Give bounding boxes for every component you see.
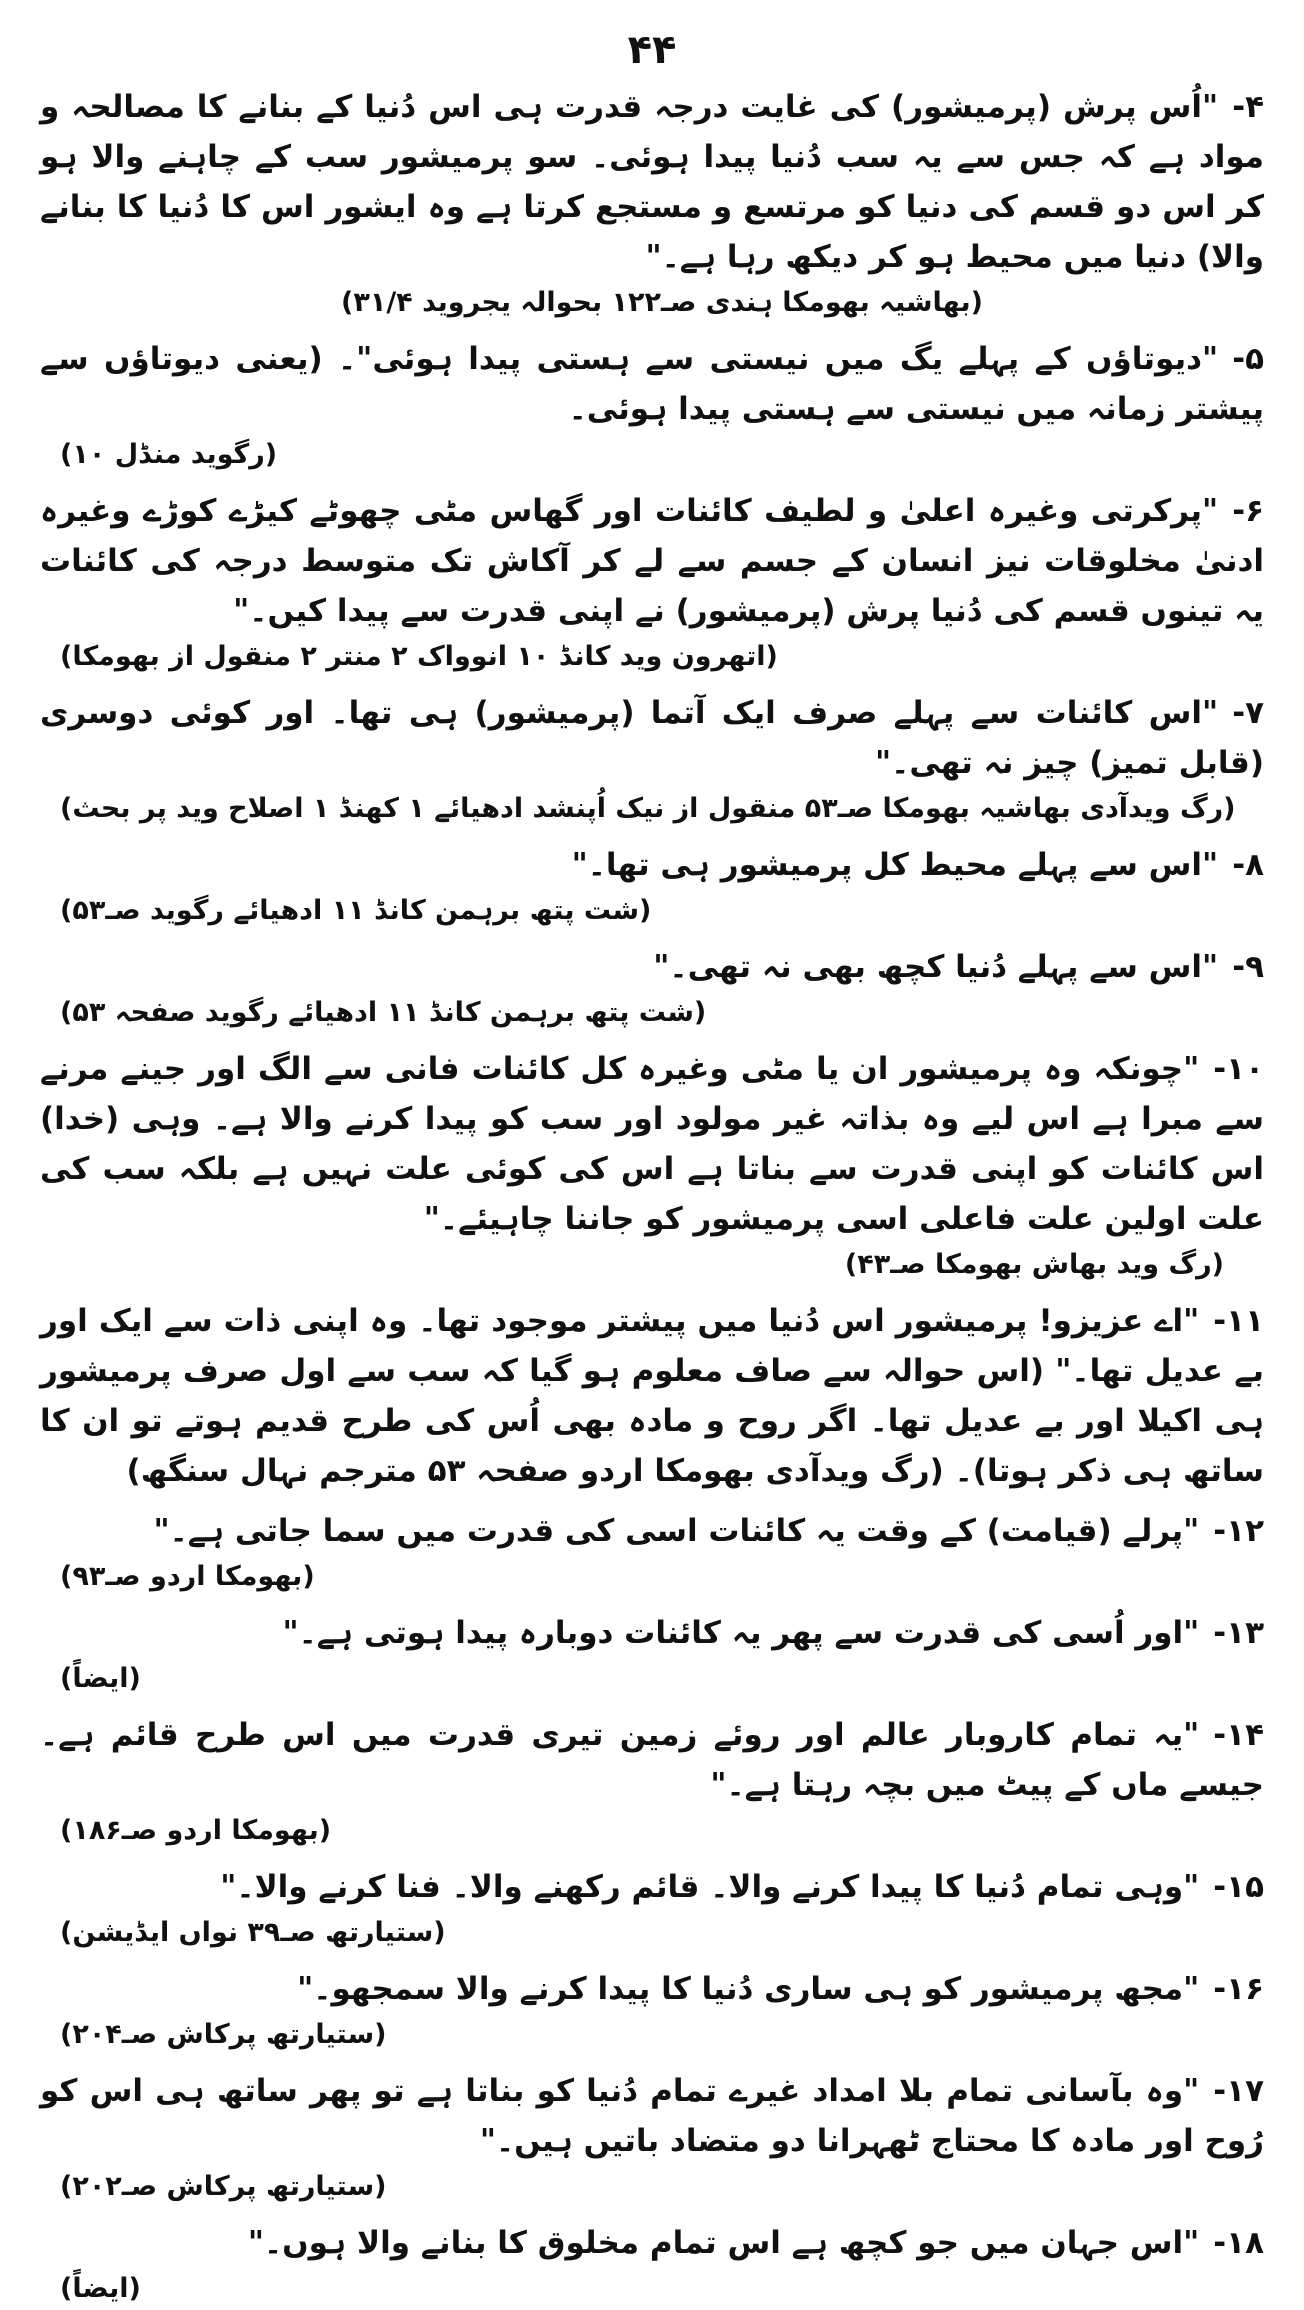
quote-paragraph xyxy=(40,1296,1264,1496)
item-number: ۷- xyxy=(1232,695,1264,731)
quote-paragraph xyxy=(40,1964,1264,2014)
quote-text: "مجھ پرمیشور کو ہی ساری دُنیا کا پیدا کرنے والا سمجھو۔" xyxy=(297,1971,1200,2007)
list-item xyxy=(40,942,1264,1034)
quote-text: "اے عزیزو! پرمیشور اس دُنیا میں پیشتر موجود تھا۔ وہ اپنی ذات سے ایک اور بے عدیل تھا۔" (اس حوالہ سے صاف معلوم ہو گیا کہ سب سے اول صرف پرمیشور ہی اکیلا اور بے عدیل تھا۔ اگر روح و مادہ بھی اُس کی طرح قدیم ہوتے تو ان کا ساتھ ہی ذکر ہوتا)۔ (رگ ویدآدی بھومکا اردو صفحہ ۵۳ مترجم نہال سنگھ) xyxy=(40,1303,1264,1489)
quote-paragraph xyxy=(40,1608,1264,1658)
quote-text: "چونکہ وہ پرمیشور ان یا مٹی وغیرہ کل کائنات فانی سے الگ اور جینے مرنے سے مبرا ہے اس لیے وہ بذاتہ غیر مولود اور سب کو پیدا کرنے والا ہے۔ وہی (خدا) اس کائنات کو اپنی قدرت سے بناتا ہے اس کی کوئی علت نہیں ہے بلکہ سب کی علت اولین علت فاعلی اسی پرمیشور کو جاننا چاہیئے۔" xyxy=(40,1051,1264,1237)
quote-text: "دیوتاؤں کے پہلے یگ میں نیستی سے ہستی پیدا ہوئی"۔ (یعنی دیوتاؤں سے پیشتر زمانہ میں نیستی سے ہستی پیدا ہوئی۔ xyxy=(40,341,1264,427)
list-item xyxy=(40,1296,1264,1496)
item-number: ۶- xyxy=(1232,493,1264,529)
citation: (ستیارتھ صـ۳۹ نواں ایڈیشن) xyxy=(60,1917,446,1948)
citation: (شت پتھ برہمن کانڈ ۱۱ ادھیائے رگوید صـ۵۳) xyxy=(60,895,652,926)
list-item xyxy=(40,2066,1264,2208)
quote-text: "وہی تمام دُنیا کا پیدا کرنے والا۔ قائم رکھنے والا۔ فنا کرنے والا۔" xyxy=(220,1869,1200,1905)
quote-paragraph xyxy=(40,82,1264,282)
quote-text: "اُس پرش (پرمیشور) کی غایت درجہ قدرت ہی اس دُنیا کے بنانے کا مصالحہ و مواد ہے کہ جس سے یہ سب دُنیا پیدا ہوئی۔ سو پرمیشور سب کے چاہنے والا ہو کر اس دو قسم کی دنیا کو مرتسع و مستجع کرتا ہے وہ ایشور اس کا دُنیا کا بنانے والا) دنیا میں محیط ہو کر دیکھ رہا ہے۔" xyxy=(40,89,1264,275)
citation: (ایضاً) xyxy=(60,1663,141,1694)
quote-paragraph xyxy=(40,840,1264,890)
page-number: ۴۴ xyxy=(627,27,677,73)
quote-text: "پرلے (قیامت) کے وقت یہ کائنات اسی کی قدرت میں سما جاتی ہے۔" xyxy=(153,1513,1200,1549)
item-number: ۸- xyxy=(1232,847,1264,883)
list-item xyxy=(40,1964,1264,2056)
quote-text: "اس سے پہلے محیط کل پرمیشور ہی تھا۔" xyxy=(571,847,1219,883)
item-number: ۱۳- xyxy=(1213,1615,1264,1651)
list-item xyxy=(40,688,1264,830)
quote-text: "اس سے پہلے دُنیا کچھ بھی نہ تھی۔" xyxy=(653,949,1219,985)
citation: (شت پتھ برہمن کانڈ ۱۱ ادھیائے رگوید صفحہ ۵۳) xyxy=(60,997,707,1028)
quote-paragraph xyxy=(40,1710,1264,1810)
quote-paragraph xyxy=(40,1044,1264,1244)
quote-text: "پرکرتی وغیرہ اعلیٰ و لطیف کائنات اور گھاس مٹی چھوٹے کیڑے کوڑے وغیرہ ادنیٰ مخلوقات نیز انسان کے جسم سے لے کر آکاش تک متوسط درجہ کی کائنات یہ تینوں قسم کی دُنیا پرش (پرمیشور) نے اپنی قدرت سے پیدا کیں۔" xyxy=(40,493,1264,629)
citation: (بھاشیہ بھومکا ہندی صـ۱۲۲ بحوالہ یجروید ۳۱/۴) xyxy=(341,287,983,318)
citation: (ایضاً) xyxy=(60,2273,141,2304)
citation: (رگ ویدآدی بھاشیہ بھومکا صـ۵۳ منقول از نیک اُپنشد ادھیائے ۱ کھنڈ ۱ اصلاح وید پر بحث) xyxy=(60,793,1236,824)
list-item xyxy=(40,1710,1264,1852)
item-number: ۵- xyxy=(1232,341,1264,377)
item-number: ۱۸- xyxy=(1213,2225,1264,2261)
citation: (بھومکا اردو صـ۹۳) xyxy=(60,1561,315,1592)
quote-paragraph xyxy=(40,1506,1264,1556)
quotation-list xyxy=(40,82,1264,2310)
list-item xyxy=(40,840,1264,932)
quote-paragraph xyxy=(40,942,1264,992)
item-number: ۱۶- xyxy=(1213,1971,1264,2007)
item-number: ۱۱- xyxy=(1213,1303,1264,1339)
list-item xyxy=(40,82,1264,324)
quote-text: "اور اُسی کی قدرت سے پھر یہ کائنات دوبارہ پیدا ہوتی ہے۔" xyxy=(282,1615,1200,1651)
quote-paragraph xyxy=(40,334,1264,434)
item-number: ۱۷- xyxy=(1213,2073,1264,2109)
citation: (ستیارتھ پرکاش صـ۲۰۲) xyxy=(60,2171,387,2202)
item-number: ۹- xyxy=(1232,949,1264,985)
quote-paragraph xyxy=(40,2218,1264,2268)
quote-paragraph xyxy=(40,2066,1264,2166)
citation: (بھومکا اردو صـ۱۸۶) xyxy=(60,1815,332,1846)
item-number: ۱۲- xyxy=(1213,1513,1264,1549)
item-number: ۴- xyxy=(1232,89,1264,125)
list-item xyxy=(40,2218,1264,2310)
quote-text: "اس کائنات سے پہلے صرف ایک آتما (پرمیشور) ہی تھا۔ اور کوئی دوسری (قابل تمیز) چیز نہ تھی۔" xyxy=(40,695,1264,781)
list-item xyxy=(40,1862,1264,1954)
citation: (اتھرون وید کانڈ ۱۰ انوواک ۲ منتر ۲ منقول از بھومکا) xyxy=(60,641,778,672)
citation: (رگ وید بھاش بھومکا صـ۴۳) xyxy=(844,1249,1224,1280)
list-item xyxy=(40,486,1264,678)
quote-text: "وہ بآسانی تمام بلا امداد غیرے تمام دُنیا کو بناتا ہے تو پھر ساتھ ہی اس کو رُوح اور مادہ کا محتاج ٹھہرانا دو متضاد باتیں ہیں۔" xyxy=(40,2073,1264,2159)
list-item xyxy=(40,334,1264,476)
quote-paragraph xyxy=(40,1862,1264,1912)
quote-text: "اس جہان میں جو کچھ ہے اس تمام مخلوق کا بنانے والا ہوں۔" xyxy=(247,2225,1200,2261)
list-item xyxy=(40,1608,1264,1700)
citation: (ستیارتھ پرکاش صـ۲۰۴) xyxy=(60,2019,387,2050)
item-number: ۱۵- xyxy=(1213,1869,1264,1905)
quote-paragraph xyxy=(40,688,1264,788)
quote-paragraph xyxy=(40,486,1264,636)
item-number: ۱۴- xyxy=(1213,1717,1264,1753)
list-item xyxy=(40,1506,1264,1598)
list-item xyxy=(40,1044,1264,1286)
citation: (رگوید منڈل ۱۰) xyxy=(60,439,278,470)
item-number: ۱۰- xyxy=(1213,1051,1264,1087)
quote-text: "یہ تمام کاروبار عالم اور روئے زمین تیری قدرت میں اس طرح قائم ہے۔ جیسے ماں کے پیٹ میں بچہ رہتا ہے۔" xyxy=(40,1717,1264,1803)
